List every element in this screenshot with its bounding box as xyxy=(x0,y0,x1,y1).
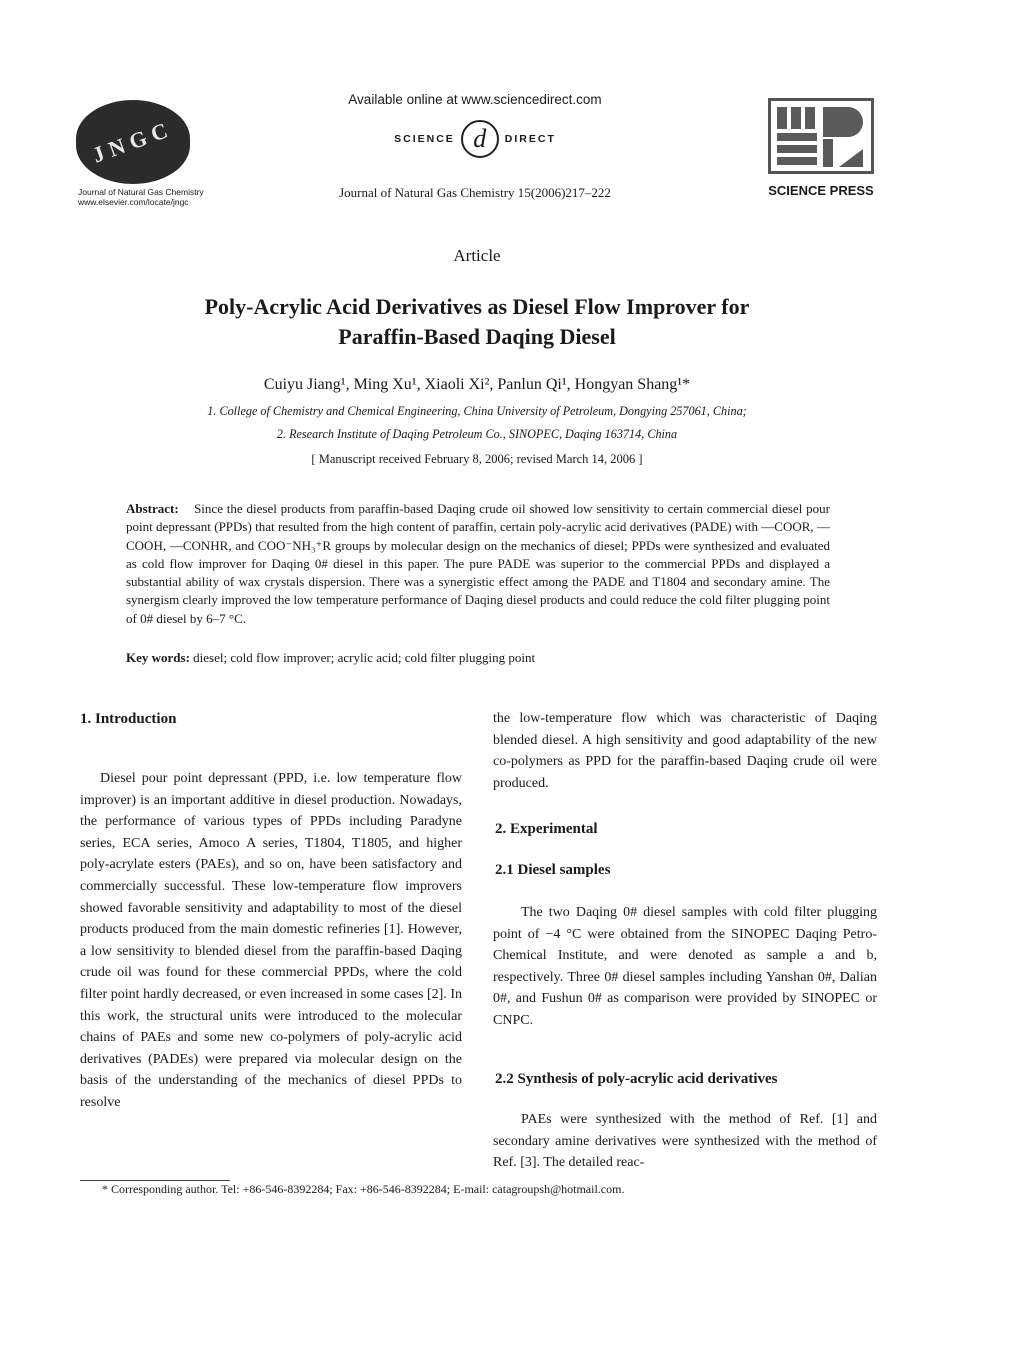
section-heading-experimental: 2. Experimental xyxy=(495,821,598,837)
abstract-label: Abstract: xyxy=(126,501,179,516)
abstract xyxy=(126,500,830,628)
section-heading-introduction: 1. Introduction xyxy=(80,711,177,727)
introduction-text: Diesel pour point depressant (PPD, i.e. low temperature flow improver) is an important additive in diesel production. Nowadays, the performance of various types of PPDs including Paradyne series, ECA series, Amoco A series, T1804, T1805, and higher poly-acrylate esters (PAEs), and so on, have been satisfactory and commercially successful. These low-temperature flow improvers showed favorable sensitivity and adaptability to most of the diesel products produced from the main domestic refineries [1]. However, a low sensitivity to blended diesel from the paraffin-based Daqing crude oil was found for these commercial PPDs, where the cold filter point hardly decreased, or even increased in some cases [2]. In this work, the structural units were introduced to the molecular chains of PAEs and some new co-polymers of poly-acrylic acid derivatives (PADEs) were prepared via molecular design on the basis of the understanding of the mechanics of diesel PPDs to resolve xyxy=(80,771,462,1110)
footnote-divider xyxy=(80,1180,230,1181)
journal-logo-text: JNGC xyxy=(89,115,177,168)
sciencedirect-mark-icon: d xyxy=(461,120,499,158)
introduction-continued: the low-temperature flow which was characteristic of Daqing blended diesel. A high sensitivity and good adaptability of the new co-polymers as PPD for the paraffin-based Daqing crude oil were produced. xyxy=(493,711,877,791)
science-press-logo-icon xyxy=(768,98,874,174)
section-heading-diesel-samples: 2.1 Diesel samples xyxy=(495,862,611,878)
manuscript-dates: [ Manuscript received February 8, 2006; revised March 14, 2006 ] xyxy=(311,452,643,466)
abstract-text: Since the diesel products from paraffin-based Daqing crude oil showed low sensitivity to certain commercial diesel pour point depressant (PPDs) that resulted from the high content of paraffin, certain poly-acrylic acid derivatives (PADE) with —COOR, —COOH, —CONHR, and COO⁻NH₃⁺R groups by molecular design on the mechanics of diesel; PPDs were synthesized and evaluated as cold flow improver for Daqing 0# diesel in this paper. The pure PADE was superior to the commercial PPDs and displayed a substantial ability of wax crystals dispersion. There was a synergistic effect among the PADE and T1804 and secondary amine. The synergism clearly improved the low temperature performance of Daqing diesel products and could reduce the cold filter plugging point of 0# diesel by 6–7 °C. xyxy=(126,501,830,626)
section-heading-synthesis: 2.2 Synthesis of poly-acrylic acid derivatives xyxy=(495,1071,778,1087)
affiliation-1: 1. College of Chemistry and Chemical Engineering, China University of Petroleum, Dongying 257061, China; xyxy=(207,404,747,418)
authors: Cuiyu Jiang¹, Ming Xu¹, Xiaoli Xi², Panlun Qi¹, Hongyan Shang¹* xyxy=(263,376,691,393)
journal-logo xyxy=(76,100,190,184)
publisher-name: SCIENCE PRESS xyxy=(768,183,874,198)
keywords xyxy=(126,650,830,666)
keywords-text: diesel; cold flow improver; acrylic acid; cold filter plugging point xyxy=(193,650,536,665)
synthesis-text: PAEs were synthesized with the method of Ref. [1] and secondary amine derivatives were synthesized with the method of Ref. [3]. The detailed reac- xyxy=(493,1112,877,1171)
corresponding-author-footnote: * Corresponding author. Tel: +86-546-8392284; Fax: +86-546-8392284; E-mail: catagroupsh@hotmail.com. xyxy=(102,1182,625,1196)
diesel-samples-text: The two Daqing 0# diesel samples with cold filter plugging point of −4 °C were obtained from the SINOPEC Daqing Petro-Chemical Institute, and were denoted as sample a and b, respectively. Three 0# diesel samples including Yanshan 0#, Dalian 0#, and Fushun 0# as comparison were provided by SINOPEC or CNPC. xyxy=(493,905,877,1028)
keywords-label: Key words: xyxy=(126,650,190,665)
journal-citation: Journal of Natural Gas Chemistry 15(2006)217–222 xyxy=(339,185,611,200)
page-title: Poly-Acrylic Acid Derivatives as Diesel Flow Improver for Paraffin-Based Daqing Diesel xyxy=(204,294,750,349)
sciencedirect-logo: SCIENCE d DIRECT xyxy=(330,120,620,158)
available-online[interactable]: Available online at www.sciencedirect.com xyxy=(348,92,602,107)
affiliation-2: 2. Research Institute of Daqing Petroleum Co., SINOPEC, Daqing 163714, China xyxy=(276,427,678,441)
article-type: Article xyxy=(453,246,501,265)
journal-caption: Journal of Natural Gas Chemistry www.elsevier.com/locate/jngc xyxy=(78,187,204,207)
